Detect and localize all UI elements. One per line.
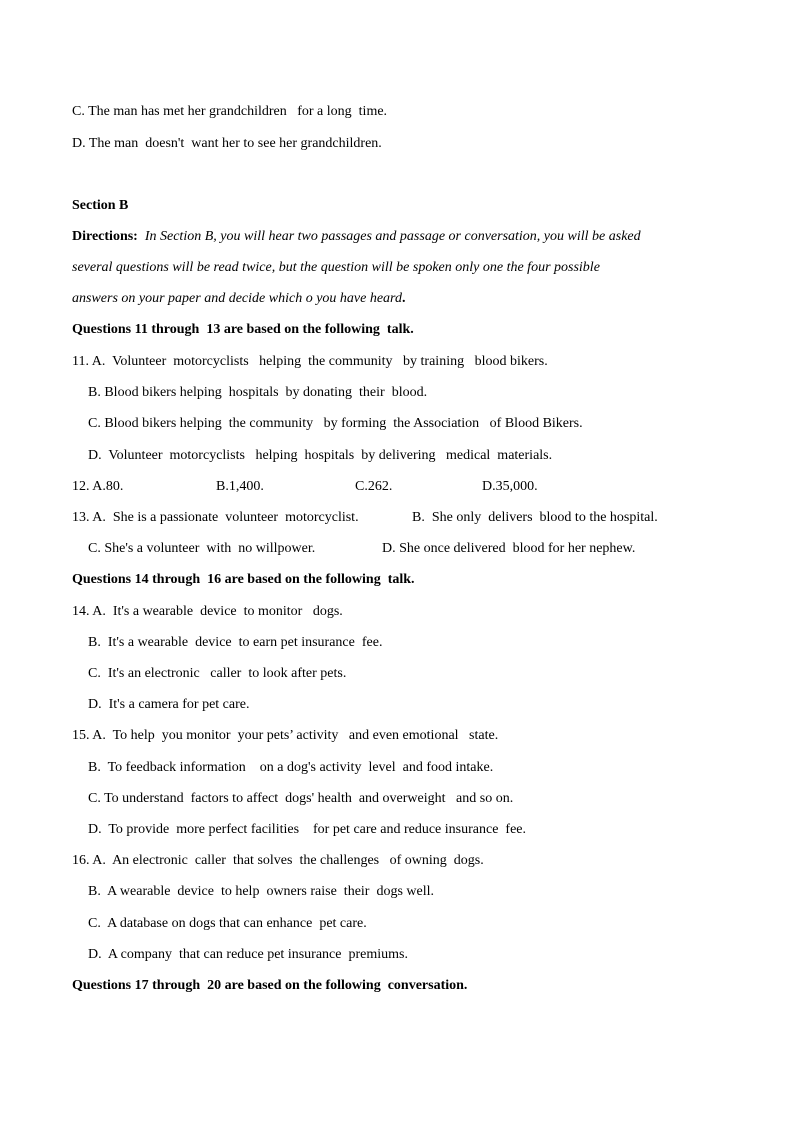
q13-option-d: D. She once delivered blood for her nephew. [382, 541, 636, 556]
q15-option-b: B. To feedback information on a dog's activity level and food intake. [88, 760, 494, 775]
q15-option-c: C. To understand factors to affect dogs' health and overweight and so on. [88, 791, 514, 806]
q12-option-a: 12. A.80. [72, 479, 124, 494]
q15-option-a: 15. A. To help you monitor your pets’ activity and even emotional state. [72, 728, 499, 743]
q12-option-b: B.1,400. [216, 479, 264, 494]
q14-option-a: 14. A. It's a wearable device to monitor dogs. [72, 604, 343, 619]
directions-line-1 [72, 228, 641, 246]
section-title: Section B [72, 198, 129, 213]
q16-option-c: C. A database on dogs that can enhance pet care. [88, 916, 367, 931]
q11-option-b: B. Blood bikers helping hospitals by donating their blood. [88, 385, 428, 400]
q13-option-b: B. She only delivers blood to the hospital. [412, 510, 658, 525]
q12-option-d: D.35,000. [482, 479, 538, 494]
q11-option-a: 11. A. Volunteer motorcyclists helping the community by training blood bikers. [72, 354, 548, 369]
questions-17-20-header: Questions 17 through 20 are based on the following conversation. [72, 978, 468, 993]
q16-option-b: B. A wearable device to help owners raise their dogs well. [88, 884, 435, 899]
q16-option-d: D. A company that can reduce pet insurance premiums. [88, 947, 408, 962]
questions-11-13-header: Questions 11 through 13 are based on the following talk. [72, 322, 414, 337]
directions-line-2: several questions will be read twice, but the question will be spoken only one the four possible [72, 260, 600, 275]
q13-option-a: 13. A. She is a passionate volunteer motorcyclist. [72, 510, 359, 525]
prev-option-c: C. The man has met her grandchildren for a long time. [72, 104, 388, 119]
q12-option-c: C.262. [355, 479, 393, 494]
prev-option-d: D. The man doesn't want her to see her grandchildren. [72, 136, 382, 151]
q11-option-c: C. Blood bikers helping the community by forming the Association of Blood Bikers. [88, 416, 583, 431]
q14-option-c: C. It's an electronic caller to look after pets. [88, 666, 347, 681]
q15-option-d: D. To provide more perfect facilities for pet care and reduce insurance fee. [88, 822, 526, 837]
directions-text-3: answers on your paper and decide which o you have heard [72, 291, 402, 306]
questions-14-16-header: Questions 14 through 16 are based on the following talk. [72, 572, 415, 587]
q13-option-c: C. She's a volunteer with no willpower. [88, 541, 316, 556]
directions-period: . [401, 291, 406, 306]
q14-option-d: D. It's a camera for pet care. [88, 697, 250, 712]
directions-text-1: In Section B, you will hear two passages and passage or conversation, you will be asked [144, 229, 641, 244]
q16-option-a: 16. A. An electronic caller that solves the challenges of owning dogs. [72, 853, 484, 868]
directions-label: Directions: [72, 229, 138, 244]
q14-option-b: B. It's a wearable device to earn pet insurance fee. [88, 635, 383, 650]
q11-option-d: D. Volunteer motorcyclists helping hospitals by delivering medical materials. [88, 448, 553, 463]
directions-line-3 [72, 290, 405, 308]
